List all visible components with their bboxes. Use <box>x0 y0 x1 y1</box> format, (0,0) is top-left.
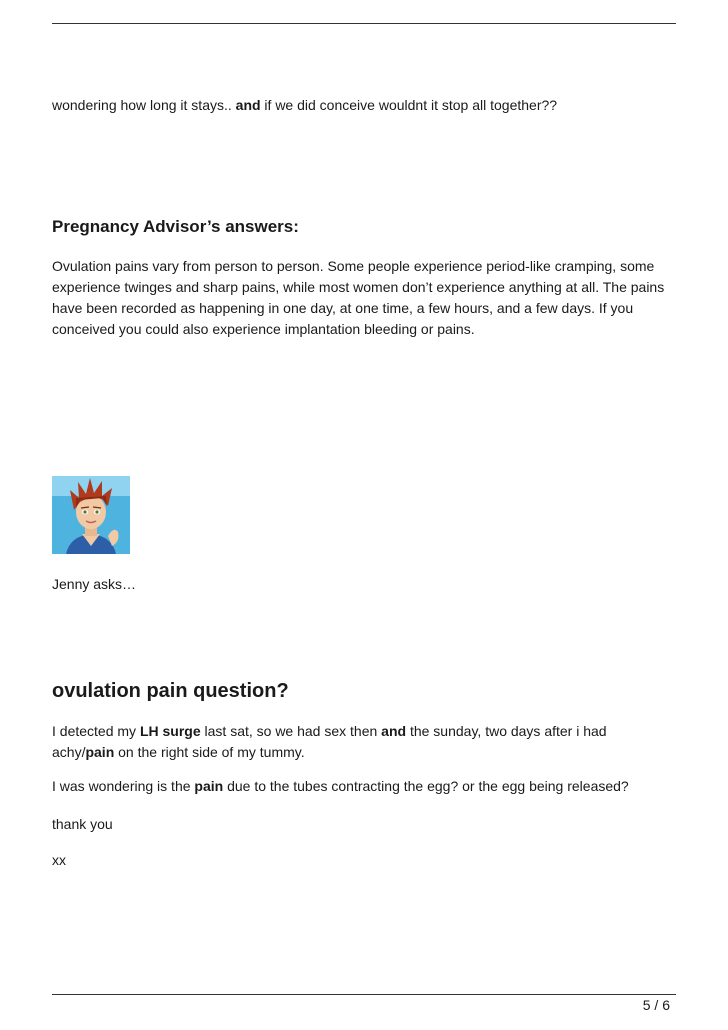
question-tail-paragraph: wondering how long it stays.. and if we did conceive wouldnt it stop all together?? <box>52 97 558 113</box>
avatar-image <box>52 476 130 554</box>
question-paragraph-4: xx <box>52 852 66 868</box>
footer-rule <box>52 994 676 995</box>
advisor-answer: Ovulation pains vary from person to person. Some people experience period-like cramping, some experience twinges and sharp pains, while most women don’t experience anything at all. The pains have been recorded as happening in one day, at one time, a few hours, and a few days. If you conceived you could also experience implantation bleeding or pains. <box>52 258 665 337</box>
question-paragraph-3: thank you <box>52 816 113 832</box>
question-paragraph-2: I was wondering is the pain due to the tubes contracting the egg? or the egg being released? <box>52 778 629 794</box>
page-number: 5 / 6 <box>642 997 670 1013</box>
question-paragraph-1: I detected my LH surge last sat, so we had sex then and the sunday, two days after i had achy/pain on the right side of my tummy. <box>52 723 607 760</box>
advisor-heading: Pregnancy Advisor’s answers: <box>52 217 299 236</box>
question-title: ovulation pain question? <box>52 680 289 702</box>
asker-avatar <box>52 476 130 554</box>
header-rule <box>52 23 676 24</box>
asker-line: Jenny asks… <box>52 576 137 592</box>
